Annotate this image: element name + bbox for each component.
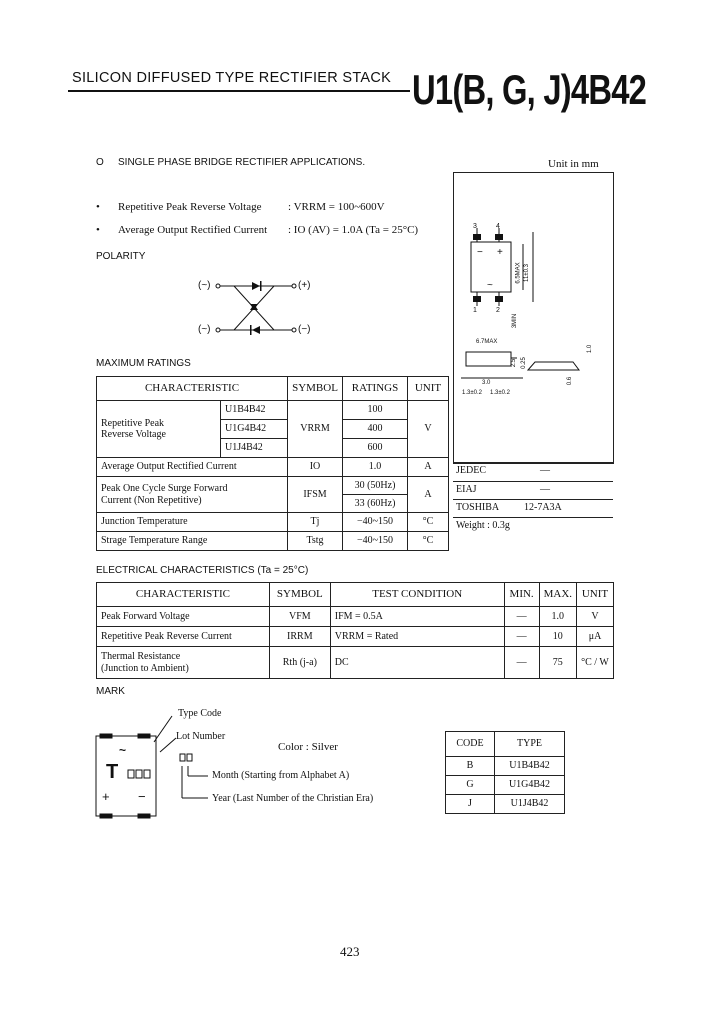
body-mark: + [497, 247, 503, 258]
vfm-unit: V [577, 607, 614, 627]
lot-number-label: Lot Number [176, 731, 226, 742]
polarity-label-plus: (+) [298, 280, 311, 291]
pin-number: 3 [473, 223, 477, 230]
tj-symbol: Tj [288, 513, 343, 532]
ifsm-unit: A [408, 477, 449, 513]
pin-number: 1 [473, 307, 477, 314]
rth-char-line: Thermal Resistance [101, 651, 181, 662]
part-number-title: U1(B, G, J)4B42 [412, 66, 647, 113]
model-cell: U1B4B42 [221, 401, 288, 420]
vfm-min: — [504, 607, 539, 627]
header-max: MAX. [539, 583, 576, 607]
dimension-label: 6.5MAX [515, 262, 522, 284]
tj-unit: °C [408, 513, 449, 532]
jedec-label: JEDEC [456, 465, 486, 476]
eiaj-label: EIAJ [456, 484, 477, 495]
ifsm-rating: 30 (50Hz) [343, 477, 408, 495]
rth-char-line: (Junction to Ambient) [101, 662, 189, 674]
vrrm-char-line: Repetitive Peak [101, 417, 165, 429]
dimension-label: 3MIN [512, 313, 519, 329]
io-characteristic: Average Output Rectified Current [97, 458, 288, 477]
dimension-label: 11±0.3 [523, 264, 530, 282]
page-number: 423 [340, 944, 360, 959]
bullet: • [96, 224, 100, 236]
bullet: • [96, 201, 100, 213]
model-cell: U1J4B42 [221, 439, 288, 458]
feature-label: Repetitive Peak Reverse Voltage [118, 201, 262, 213]
vrrm-symbol: VRRM [288, 401, 343, 458]
header-characteristic: CHARACTERISTIC [97, 583, 270, 607]
type-code-label: Type Code [178, 708, 222, 719]
electrical-title: ELECTRICAL CHARACTERISTICS (Ta = 25°C) [96, 565, 309, 576]
weight-note: Weight : 0.3g [456, 520, 510, 531]
vfm-max: 1.0 [539, 607, 576, 627]
dimension-label: 1.0 [587, 344, 594, 354]
polarity-bridge-diagram [212, 278, 302, 328]
mark-plus-symbol: + [102, 789, 110, 804]
color-label: Color : Silver [278, 741, 338, 753]
title-underline [68, 90, 410, 92]
type-cell: U1G4B42 [495, 776, 565, 795]
rating-cell: 400 [343, 420, 408, 439]
rth-unit: °C / W [577, 647, 614, 679]
header-test-condition: TEST CONDITION [330, 583, 504, 607]
dimension-label: 0.25 [520, 357, 527, 369]
rth-characteristic [97, 647, 270, 679]
package-info-divider [453, 481, 613, 482]
package-info-divider [453, 517, 613, 518]
polarity-label-minus: (−) [298, 324, 311, 335]
max-ratings-table [96, 376, 449, 551]
irrm-characteristic: Repetitive Peak Reverse Current [97, 627, 270, 647]
tj-characteristic: Junction Temperature [97, 513, 288, 532]
model-cell: U1G4B42 [221, 420, 288, 439]
dimension-label: 1.3±0.2 [490, 390, 510, 396]
header-type: TYPE [495, 732, 565, 757]
rth-max: 75 [539, 647, 576, 679]
vrrm-characteristic [97, 401, 221, 458]
header-unit: UNIT [408, 377, 449, 401]
polarity-label-ac-top: (~) [198, 280, 211, 291]
header-unit: UNIT [577, 583, 614, 607]
code-table [445, 731, 565, 814]
header-symbol: SYMBOL [288, 377, 343, 401]
dimension-label: 2.5 [511, 358, 518, 368]
mark-title: MARK [96, 686, 125, 697]
tstg-rating: −40~150 [343, 532, 408, 551]
jedec-value: — [540, 465, 550, 476]
dimension-label: 3.0 [482, 380, 491, 386]
mark-minus-symbol: − [138, 789, 146, 804]
vrrm-char-line: Reverse Voltage [101, 429, 166, 440]
header-characteristic: CHARACTERISTIC [97, 377, 288, 401]
feature-value: : IO (AV) = 1.0A (Ta = 25°C) [288, 224, 419, 236]
tstg-symbol: Tstg [288, 532, 343, 551]
feature-item [96, 201, 385, 213]
application-bullet: O [96, 157, 104, 168]
header-min: MIN. [504, 583, 539, 607]
dimension-label: 6.7MAX [476, 339, 498, 345]
irrm-symbol: IRRM [269, 627, 330, 647]
mark-body-letter: T [106, 761, 119, 783]
type-cell: U1J4B42 [495, 795, 565, 814]
rth-condition: DC [330, 647, 504, 679]
feature-label: Average Output Rectified Current [118, 224, 268, 236]
max-ratings-title: MAXIMUM RATINGS [96, 358, 191, 369]
ifsm-symbol: IFSM [288, 477, 343, 513]
rating-cell: 600 [343, 439, 408, 458]
header-symbol: SYMBOL [269, 583, 330, 607]
irrm-min: — [504, 627, 539, 647]
vfm-symbol: VFM [269, 607, 330, 627]
io-symbol: IO [288, 458, 343, 477]
irrm-condition: VRRM = Rated [330, 627, 504, 647]
month-label: Month (Starting from Alphabet A) [212, 770, 350, 781]
vfm-characteristic: Peak Forward Voltage [97, 607, 270, 627]
ifsm-char-line: Current (Non Repetitive) [101, 494, 202, 506]
ifsm-rating: 33 (60Hz) [343, 495, 408, 513]
mark-ac-symbol: ~ [119, 743, 127, 757]
vfm-condition: IFM = 0.5A [330, 607, 504, 627]
feature-value: : VRRM = 100~600V [288, 201, 385, 213]
toshiba-value: 12-7A3A [524, 502, 562, 513]
code-cell: G [446, 776, 495, 795]
polarity-title: POLARITY [96, 251, 146, 262]
ifsm-characteristic [97, 477, 288, 513]
code-cell: J [446, 795, 495, 814]
type-cell: U1B4B42 [495, 757, 565, 776]
header-ratings: RATINGS [343, 377, 408, 401]
document-subtitle: SILICON DIFFUSED TYPE RECTIFIER STACK [72, 70, 392, 86]
vrrm-unit: V [408, 401, 449, 458]
rating-cell: 100 [343, 401, 408, 420]
feature-item [96, 224, 419, 236]
pin-number: 2 [496, 307, 500, 314]
tj-rating: −40~150 [343, 513, 408, 532]
package-info-divider [453, 462, 613, 463]
toshiba-label: TOSHIBA [456, 502, 500, 513]
mark-package-drawing [90, 712, 310, 812]
rth-min: — [504, 647, 539, 679]
header-code: CODE [446, 732, 495, 757]
irrm-unit: μA [577, 627, 614, 647]
year-label: Year (Last Number of the Christian Era) [212, 793, 374, 804]
application-text: SINGLE PHASE BRIDGE RECTIFIER APPLICATIONS. [118, 157, 366, 168]
unit-note: Unit in mm [548, 158, 599, 170]
eiaj-value: — [540, 484, 550, 495]
rth-symbol: Rth (j-a) [269, 647, 330, 679]
body-mark: − [477, 247, 483, 258]
io-rating: 1.0 [343, 458, 408, 477]
tstg-characteristic: Strage Temperature Range [97, 532, 288, 551]
package-info-divider [453, 499, 613, 500]
body-mark: ~ [487, 280, 493, 291]
package-outline-drawing [453, 172, 613, 462]
ifsm-char-line: Peak One Cycle Surge Forward [101, 483, 228, 494]
electrical-table [96, 582, 614, 679]
polarity-label-ac-bottom: (~) [198, 324, 211, 335]
dimension-label: 1.3±0.2 [462, 390, 482, 396]
io-unit: A [408, 458, 449, 477]
dimension-label: 0.6 [567, 376, 574, 386]
tstg-unit: °C [408, 532, 449, 551]
pin-number: 4 [496, 223, 500, 230]
code-cell: B [446, 757, 495, 776]
irrm-max: 10 [539, 627, 576, 647]
